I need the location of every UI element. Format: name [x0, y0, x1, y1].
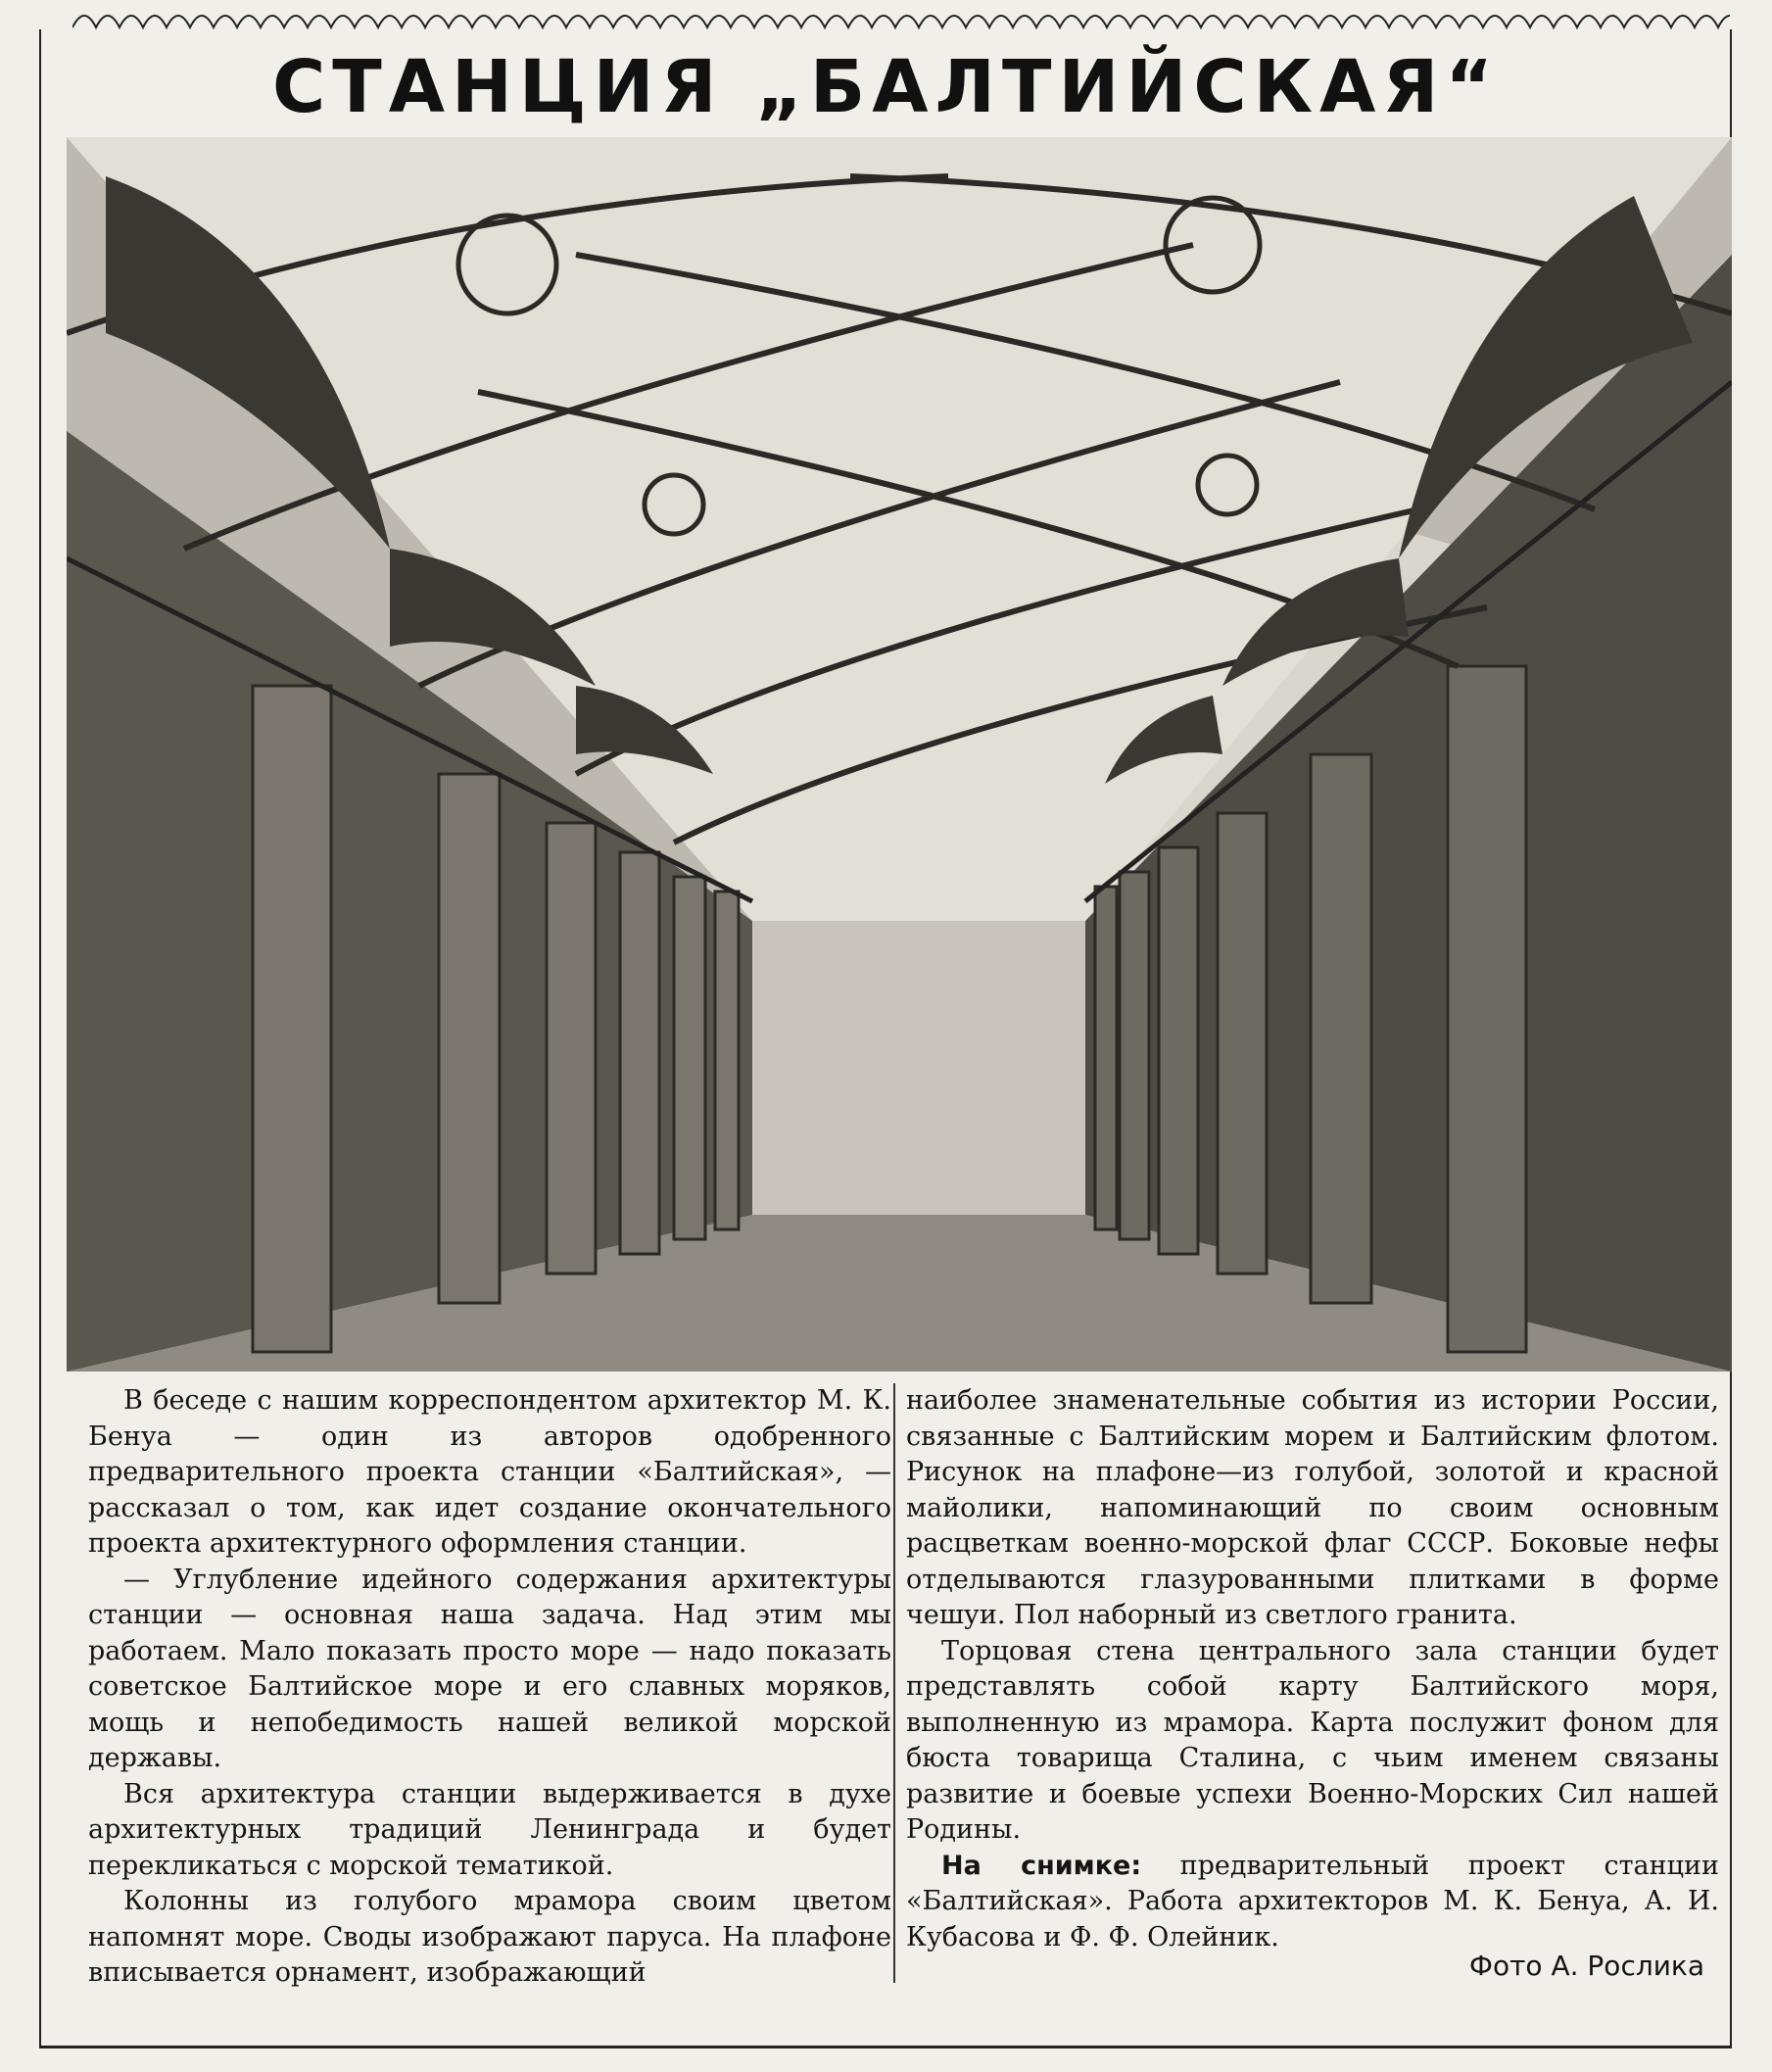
article-paragraph: В беседе с нашим корреспондентом архитектор М. К. Бенуа — один из авторов одобренного предварительного проекта станции «Балтийская», — рассказал о том, как идет создание окончательного проекта архитектурного оформления станции.: [88, 1385, 891, 1559]
photo-caption: [906, 1849, 1719, 1956]
article-paragraph: Торцовая стена центрального зала станции будет представлять собой карту Балтийского моря, выполненную из мрамора. Карта послужит фоном для бюста товарища Сталина, с чьим именем связаны развитие и боевые успехи Военно-Морских Сил нашей Родины.: [906, 1635, 1719, 1845]
article-paragraph: Колонны из голубого мрамора своим цветом напомнят море. Своды изображают паруса. На плафоне вписывается орнамент, изображающий: [88, 1886, 891, 1988]
decorative-wave-border: [72, 8, 1730, 33]
caption-text: предварительный проект станции «Балтийская». Работа архитекторов М. К. Бенуа, А. И. Кубасова и Ф. Ф. Олейник.: [906, 1850, 1719, 1952]
article-paragraph: — Углубление идейного содержания архитектуры станции — основная наша задача. Над этим мы работаем. Мало показать просто море — надо показать советское Балтийское море и его славных моряков, мощь и непобедимость нашей великой морской державы.: [88, 1564, 891, 1773]
article-paragraph: Вся архитектура станции выдерживается в духе архитектурных традиций Ленинграда и будет перекликаться с морской тематикой.: [88, 1778, 891, 1881]
station-hall-photo: [67, 137, 1732, 1372]
frame-left-rule: [39, 29, 41, 2048]
article-paragraph: наиболее знаменательные события из истории России, связанные с Балтийским морем и Балтийским флотом. Рисунок на плафоне—из голубой, золотой и красной майолики, напоминающий по своим основным расцветкам военно-морской флаг СССР. Боковые нефы отделываются глазурованными плитками в форме чешуи. Пол наборный из светлого гранита.: [906, 1385, 1719, 1630]
article-column-left: [88, 1383, 891, 1988]
page-title: СТАНЦИЯ „БАЛТИЙСКАЯ“: [271, 45, 1501, 129]
caption-label: На снимке:: [941, 1850, 1142, 1881]
photo-credit: Фото А. Рослика: [1468, 1950, 1704, 1982]
frame-bottom-rule: [39, 2046, 1732, 2048]
column-divider: [893, 1383, 895, 1983]
article-column-right: [906, 1383, 1719, 1981]
